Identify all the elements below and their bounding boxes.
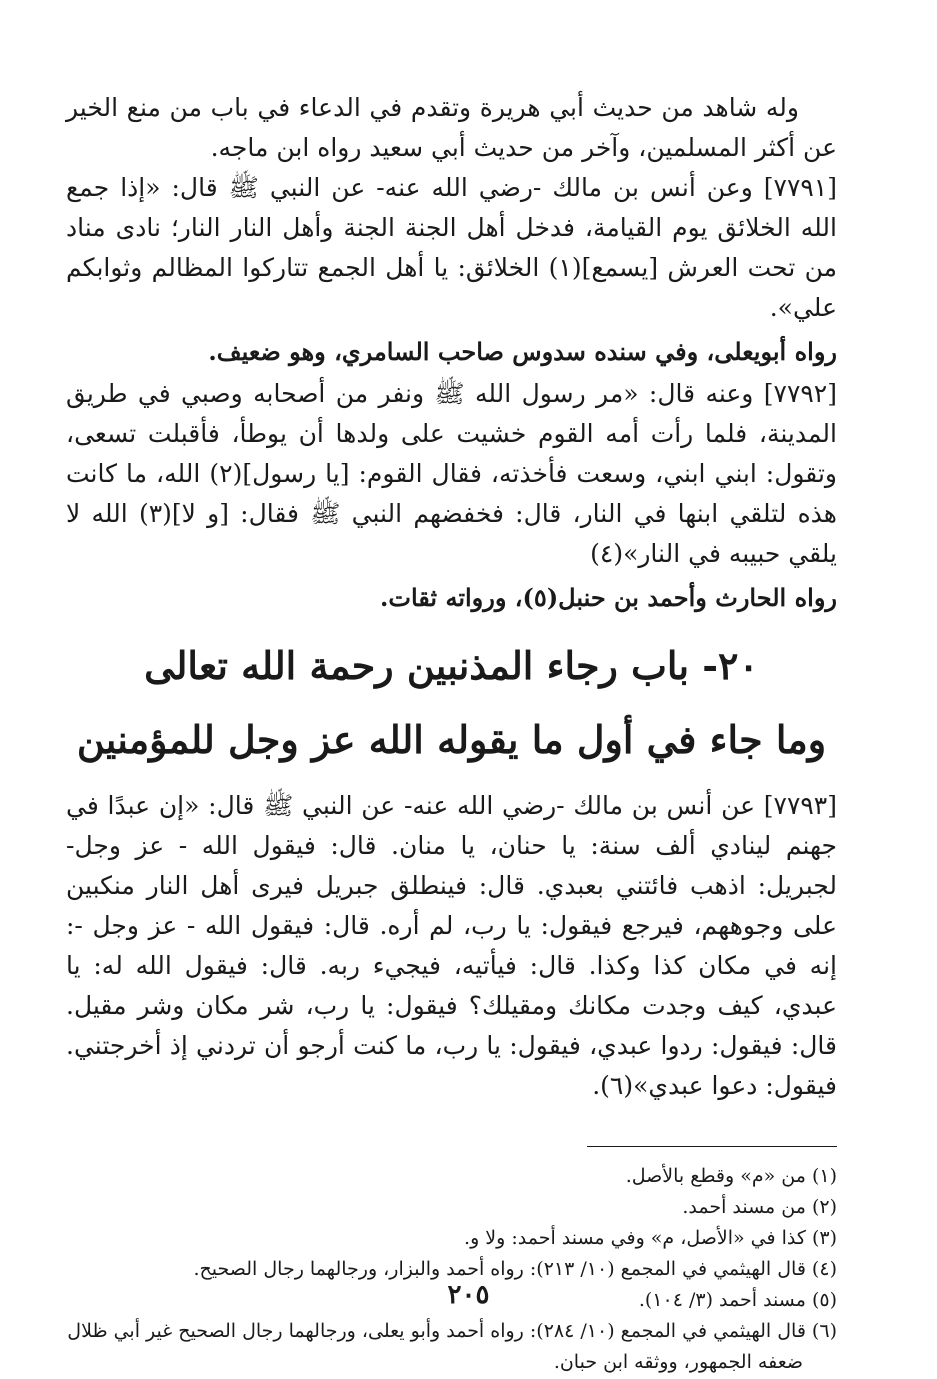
footnote-6-continuation: ضعفه الجمهور، ووثقه ابن حبان.: [553, 1351, 803, 1373]
paragraph-witness: وله شاهد من حديث أبي هريرة وتقدم في الدعاء في باب من منع الخير عن أكثر المسلمين، وآخر من حديث أبي سعيد رواه ابن ماجه.: [66, 93, 837, 162]
hadith-7793: [٧٧٩٣] عن أنس بن مالك -رضي الله عنه- عن النبي ﷺ قال: «إن عبدًا في جهنم لينادي ألف سنة: يا حنان، يا منان. قال: فيقول الله - عز وجل- لجبريل: اذهب فائتني بعبدي. قال: فينطلق جبريل فيرى أهل النار منكبين على وجوههم، فيرجع فيقول: يا رب، لم أره. قال: فيقول الله - عز وجل -: إنه في مكان كذا وكذا. قال: فيأتيه، فيجيء ربه. قال: فيقول الله له: يا عبدي، كيف وجدت مكانك ومقيلك؟ فيقول: يا رب، شر مكان وشر مقيل. قال: فيقول: ردوا عبدي، فيقول: يا رب، ما كنت أرجو أن تردني إذ أخرجتني. فيقول: دعوا عبدي»(٦).: [66, 791, 837, 1100]
hadith-7792: [٧٧٩٢] وعنه قال: «مر رسول الله ﷺ ونفر من أصحابه وصبي في طريق المدينة، فلما رأت أمه القوم خشيت على ولدها أن يوطأ، فأقبلت تسعى، وتقول: ابني ابني، وسعت فأخذته، فقال القوم: [يا رسول](٢) الله، ما كانت هذه لتلقي ابنها في النار، قال: فخفضهم النبي ﷺ فقال: [و لا](٣) الله لا يلقي حبيبه في النار»(٤): [66, 379, 837, 568]
footnote-4: (٤) قال الهيثمي في المجمع (١٠/ ٢١٣): رواه أحمد والبزار، ورجالهما رجال الصحيح.: [193, 1258, 837, 1280]
page-number: ٢٠٥: [447, 1280, 490, 1310]
footnotes: [66, 1161, 837, 1378]
chapter-heading-line2: وما جاء في أول ما يقوله الله عز وجل للمؤمنين: [76, 717, 827, 762]
footnote-divider: [587, 1146, 837, 1147]
narration-note-7792: رواه الحارث وأحمد بن حنبل(٥)، ورواته ثقات.: [380, 583, 837, 612]
chapter-heading-line1: ٢٠- باب رجاء المذنبين رحمة الله تعالى: [144, 643, 759, 688]
footnote-5: (٥) مسند أحمد (٣/ ١٠٤).: [638, 1289, 837, 1311]
hadith-7791: [٧٧٩١] وعن أنس بن مالك -رضي الله عنه- عن النبي ﷺ قال: «إذا جمع الله الخلائق يوم القيامة، فدخل أهل الجنة الجنة وأهل النار النار؛ نادى مناد من تحت العرش [يسمع](١) الخلائق: يا أهل الجمع تتاركوا المظالم وثوابكم علي».: [66, 173, 837, 322]
narration-note-7791: رواه أبويعلى، وفي سنده سدوس صاحب السامري، وهو ضعيف.: [208, 337, 837, 366]
footnote-1: (١) من «م» وقطع بالأصل.: [625, 1165, 837, 1187]
footnote-3: (٣) كذا في «الأصل، م» وفي مسند أحمد: ولا و.: [464, 1227, 837, 1249]
footnote-2: (٢) من مسند أحمد.: [682, 1196, 837, 1218]
footnote-6: (٦) قال الهيثمي في المجمع (١٠/ ٢٨٤): رواه أحمد وأبو يعلى، ورجالهما رجال الصحيح غير أبي ظلال: [67, 1320, 837, 1342]
